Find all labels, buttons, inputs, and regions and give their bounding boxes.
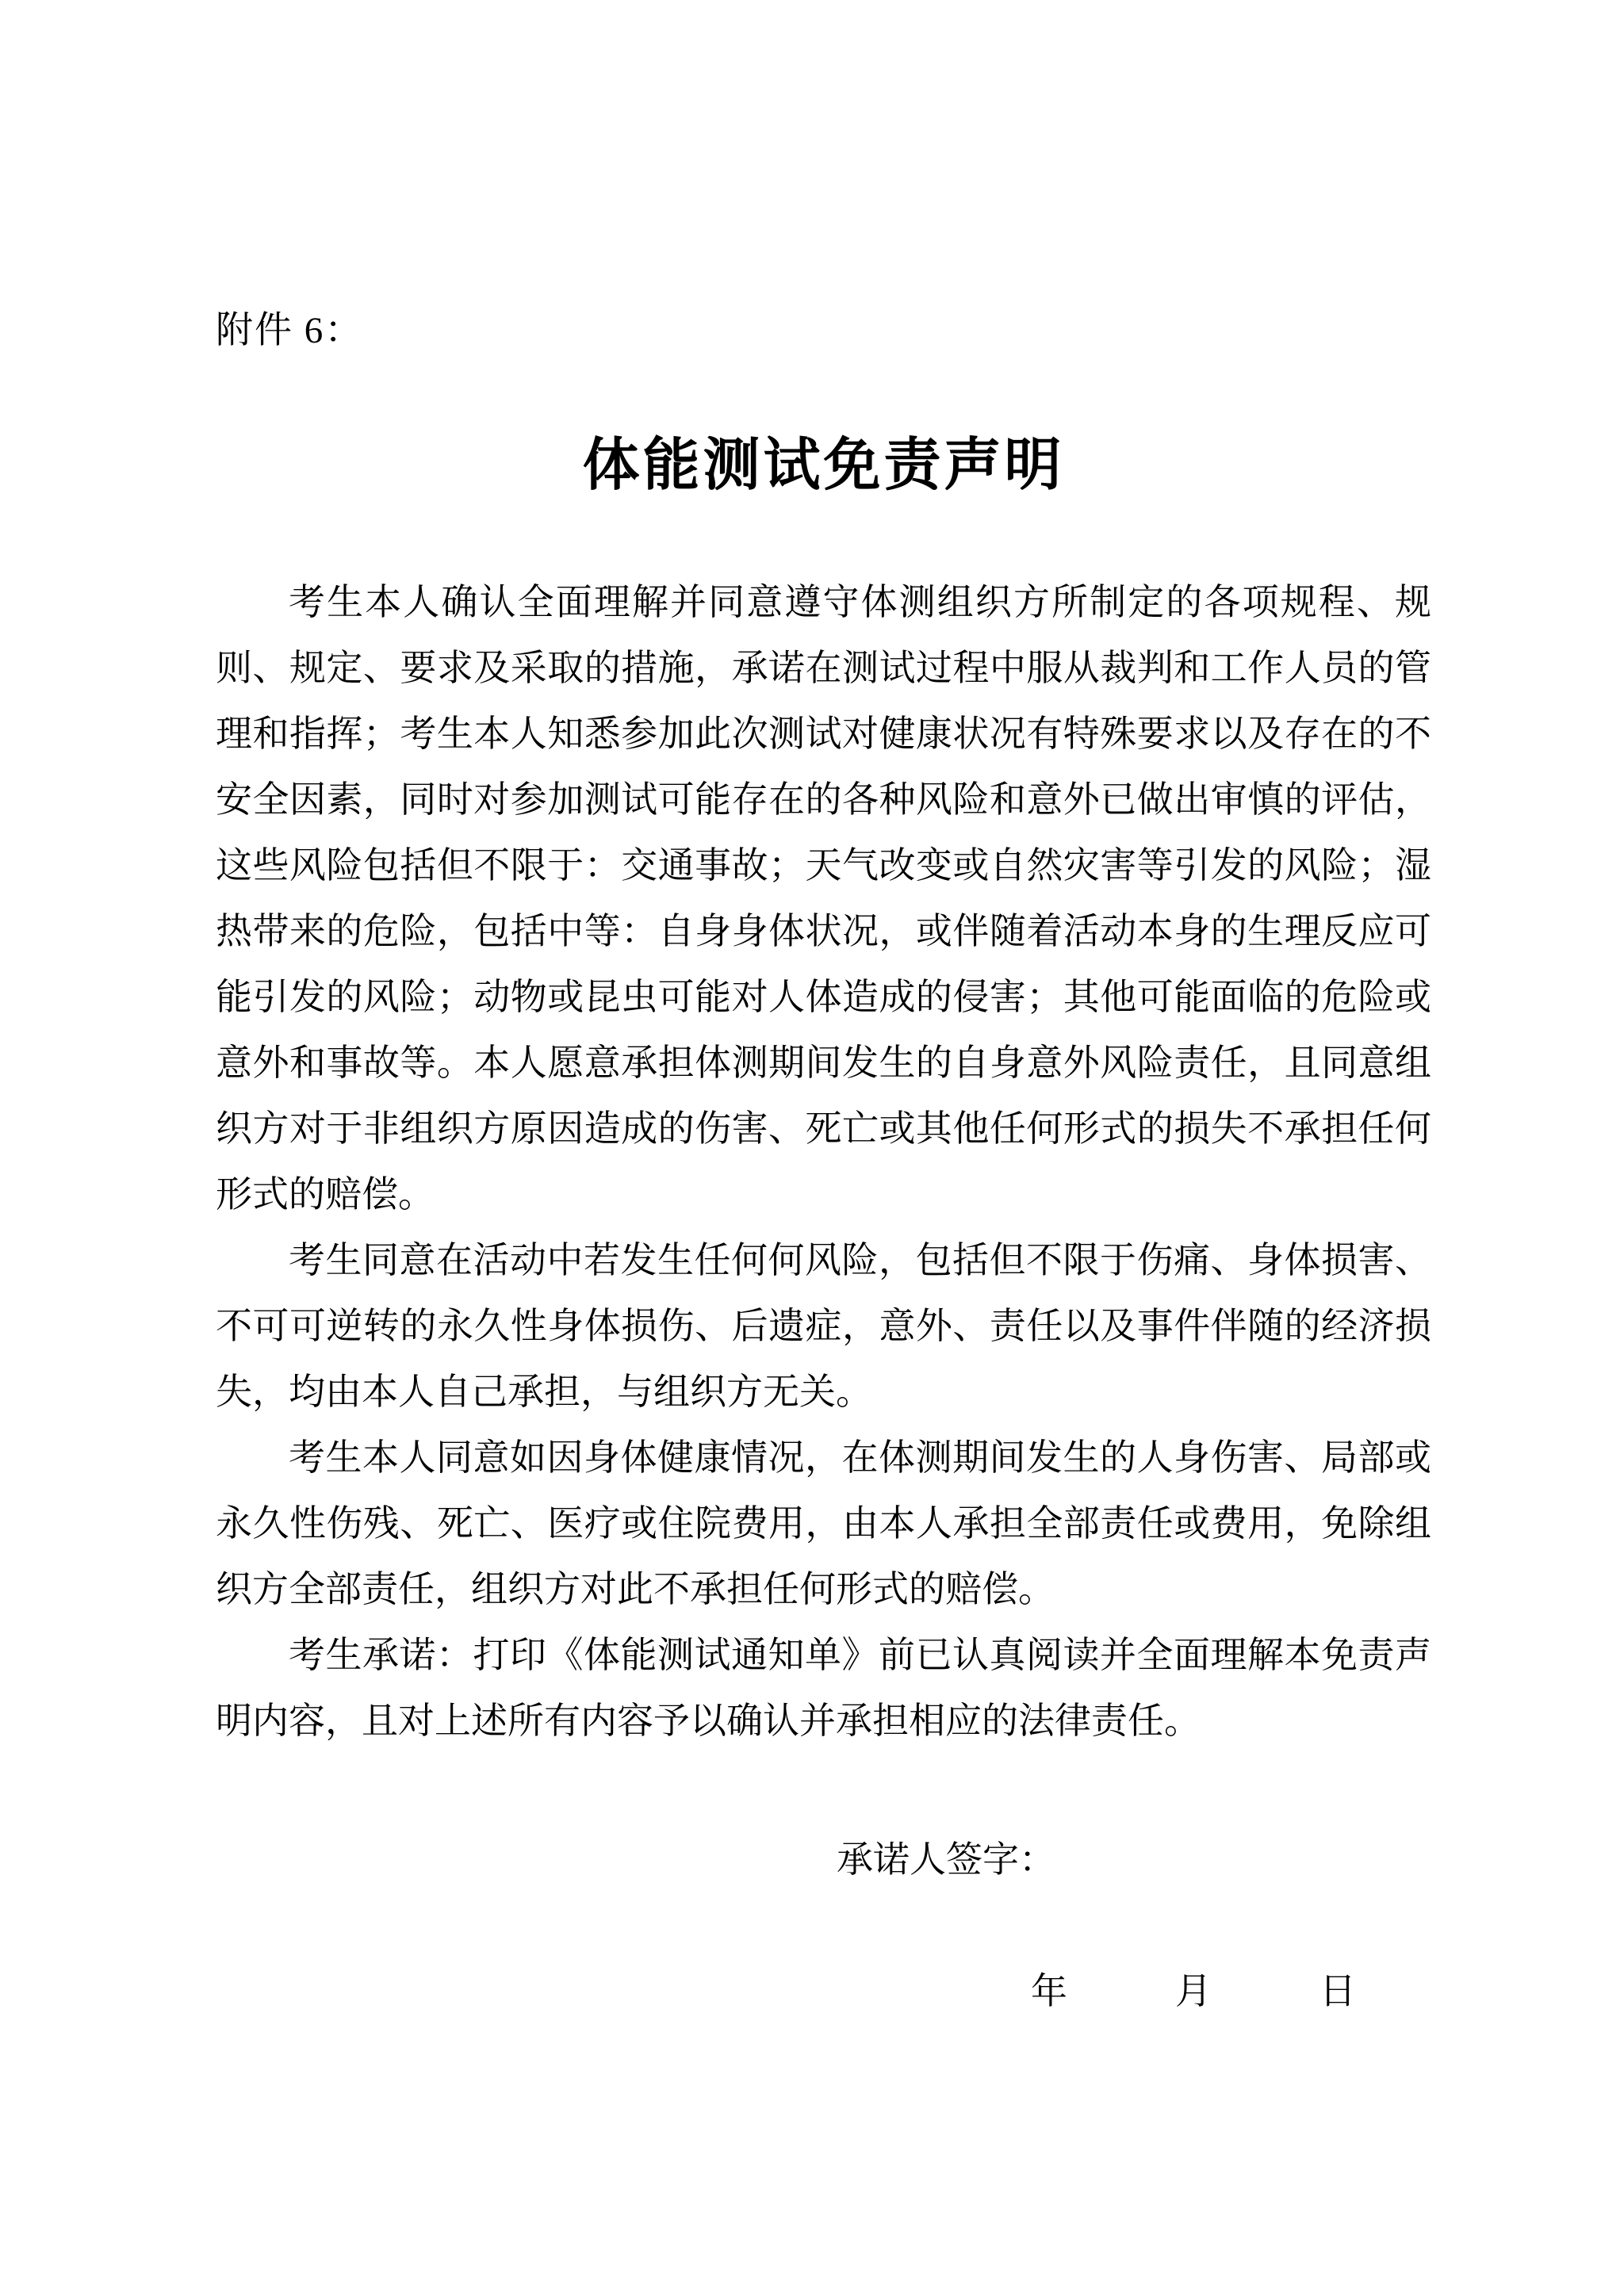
date-gap — [1212, 1969, 1320, 2012]
document-body — [216, 569, 1431, 1754]
body-paragraph: 考生同意在活动中若发生任何何风险，包括但不限于伤痛、身体损害、不可可逆转的永久性身体损伤、后遗症，意外、责任以及事件伴随的经济损失，均由本人自己承担，与组织方无关。 — [216, 1239, 1431, 1412]
date-spacer — [216, 1969, 1031, 2012]
body-paragraph: 考生本人确认全面理解并同意遵守体测组织方所制定的各项规程、规则、规定、要求及采取的措施，承诺在测试过程中服从裁判和工作人员的管理和指挥；考生本人知悉参加此次测试对健康状况有特殊要求以及存在的不安全因素，同时对参加测试可能存在的各种风险和意外已做出审慎的评估，这些风险包括但不限于：交通事故；天气改变或自然灾害等引发的风险；湿热带来的危险，包括中等：自身身体状况，或伴随着活动本身的生理反应可能引发的风险；动物或昆虫可能对人体造成的侵害；其他可能面临的危险或意外和事故等。本人愿意承担体测期间发生的自身意外风险责任，且同意组织方对于非组织方原因造成的伤害、死亡或其他任何形式的损失不承担任何形式的赔偿。 — [216, 581, 1431, 1215]
date-row — [216, 1969, 1431, 2012]
date-month-label: 月 — [1175, 1970, 1212, 2011]
body-paragraph: 考生承诺：打印《体能测试通知单》前已认真阅读并全面理解本免责声明内容，且对上述所有内容予以确认并承担相应的法律责任。 — [216, 1634, 1431, 1741]
body-paragraph: 考生本人同意如因身体健康情况，在体测期间发生的人身伤害、局部或永久性伤残、死亡、医疗或住院费用，由本人承担全部责任或费用，免除组织方全部责任，组织方对此不承担任何形式的赔偿。 — [216, 1437, 1431, 1609]
date-day-label: 日 — [1320, 1970, 1356, 2011]
date-gap — [1067, 1969, 1175, 2012]
signature-label: 承诺人签字： — [837, 1839, 1055, 1880]
page-title: 体能测试免责声明 — [582, 434, 1065, 497]
signature-row — [216, 1838, 1431, 1881]
date-year-label: 年 — [1031, 1970, 1067, 2011]
attachment-label: 附件 6： — [216, 310, 364, 351]
